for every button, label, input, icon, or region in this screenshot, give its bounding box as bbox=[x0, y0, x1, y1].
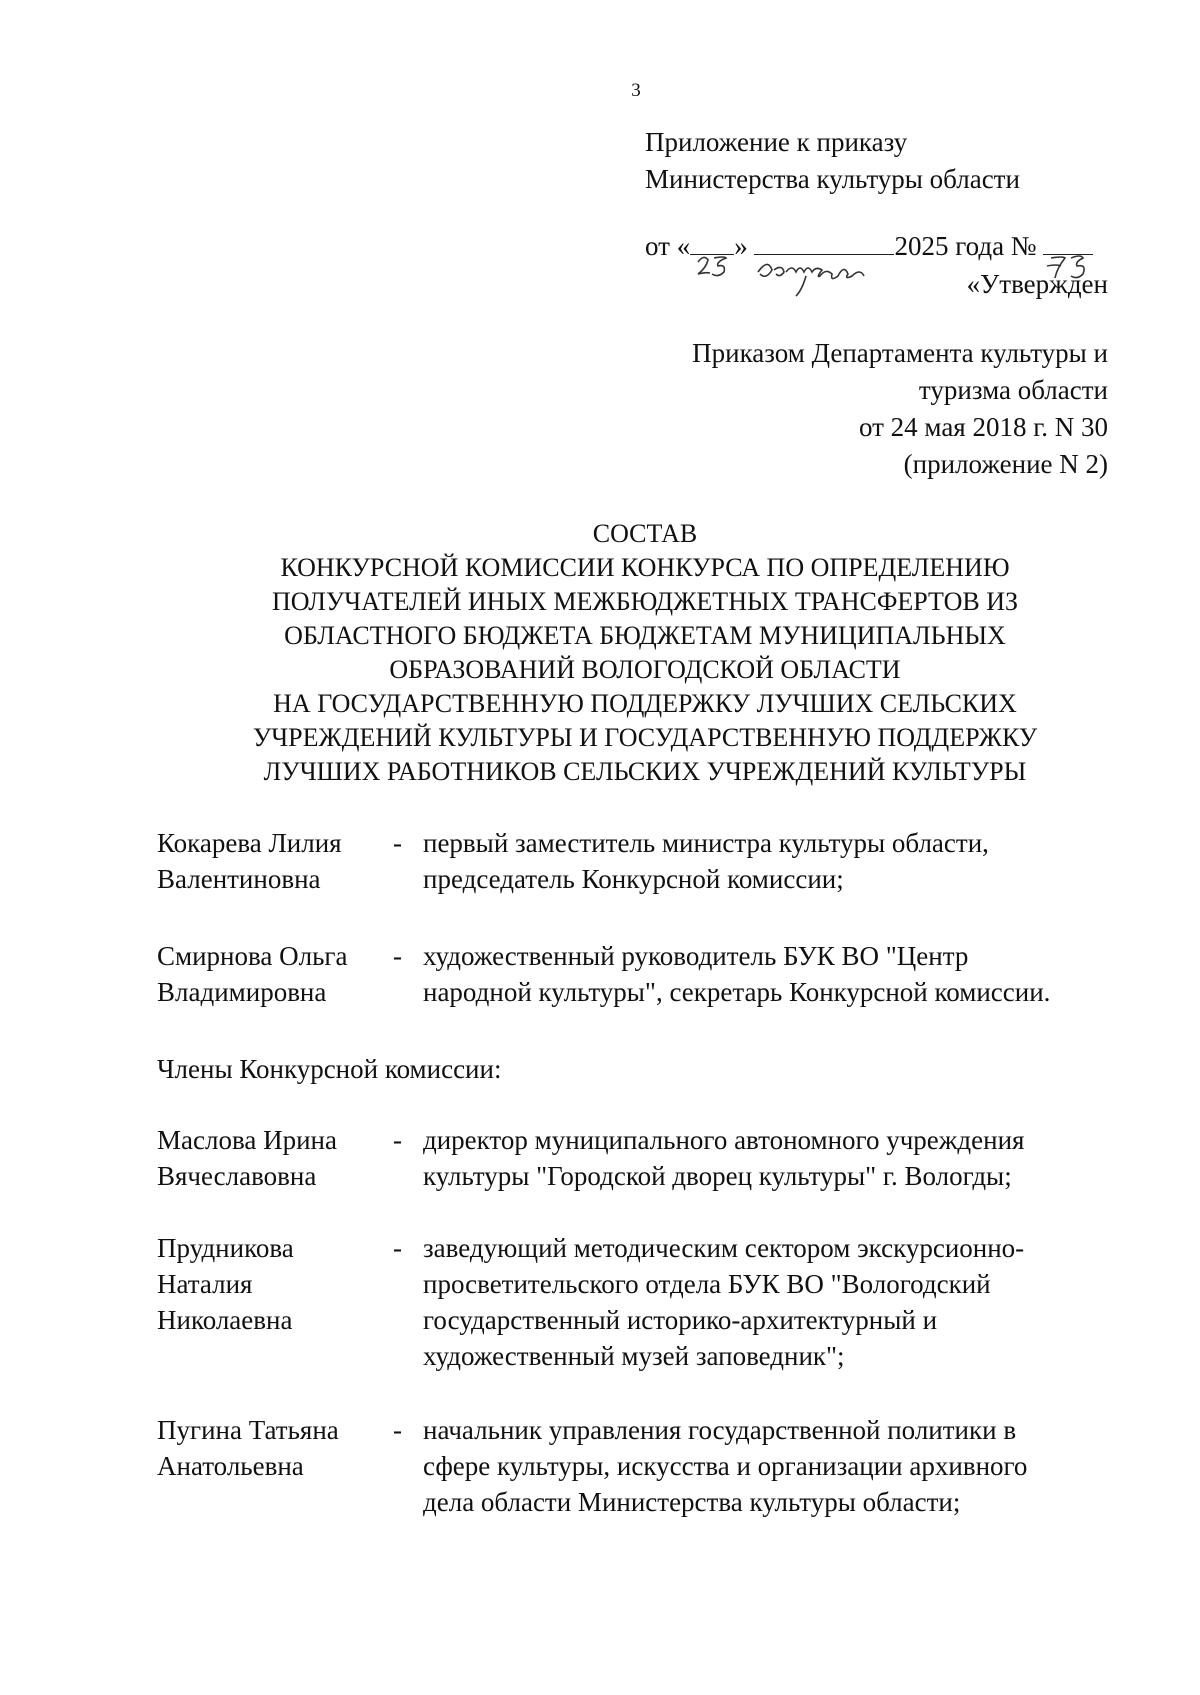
order-mid: » bbox=[734, 231, 748, 261]
approved-line-1: Приказом Департамента культуры и bbox=[692, 338, 1108, 368]
member-dash: - bbox=[393, 941, 402, 971]
member-name-line: Наталия bbox=[157, 1269, 253, 1299]
handwritten-number bbox=[1043, 254, 1093, 255]
member-role-line: просветительского отдела БУК ВО "Вологодский bbox=[423, 1269, 991, 1299]
member-name-line: Маслова Ирина bbox=[157, 1125, 337, 1155]
member-name bbox=[157, 938, 387, 1010]
member-role-line: сфере культуры, искусства и организации архивного bbox=[423, 1451, 1028, 1481]
appendix-line-1: Приложение к приказу bbox=[645, 127, 908, 157]
member-name bbox=[157, 1122, 387, 1194]
member-name-line: Пугина Татьяна bbox=[157, 1415, 339, 1445]
member-name bbox=[157, 1412, 387, 1484]
heading-line: ОБРАЗОВАНИЙ ВОЛОГОДСКОЙ ОБЛАСТИ bbox=[389, 655, 901, 684]
heading-line: ОБЛАСТНОГО БЮДЖЕТА БЮДЖЕТАМ МУНИЦИПАЛЬНЫХ bbox=[284, 621, 1006, 650]
heading-line: УЧРЕЖДЕНИЙ КУЛЬТУРЫ И ГОСУДАРСТВЕННУЮ ПОДДЕРЖКУ bbox=[252, 723, 1038, 752]
order-date-line bbox=[645, 228, 1093, 265]
member-role-line: председатель Конкурсной комиссии; bbox=[423, 864, 844, 894]
member-name bbox=[157, 1230, 387, 1338]
member-dash: - bbox=[393, 1233, 402, 1263]
member-role-line: художественный руководитель БУК ВО "Центр bbox=[423, 941, 969, 971]
member-role-line: начальник управления государственной политики в bbox=[423, 1415, 1017, 1445]
member-role bbox=[423, 1412, 1123, 1520]
member-role-line: культуры "Городской дворец культуры" г. Вологды; bbox=[423, 1161, 1012, 1191]
approved-title: «Утвержден bbox=[966, 269, 1108, 299]
member-name-line: Смирнова Ольга bbox=[157, 941, 348, 971]
approved-line-2: туризма области bbox=[918, 375, 1108, 405]
member-name-line: Валентиновна bbox=[157, 864, 321, 894]
order-year-text: 2025 года № bbox=[894, 231, 1037, 261]
approved-line-4: (приложение N 2) bbox=[903, 449, 1108, 479]
member-role-line: директор муниципального автономного учреждения bbox=[423, 1125, 1025, 1155]
page-number: 3 bbox=[631, 80, 641, 101]
member-role-line: государственный историко-архитектурный и bbox=[423, 1305, 938, 1335]
member-dash: - bbox=[393, 828, 402, 858]
heading-line: ПОЛУЧАТЕЛЕЙ ИНЫХ МЕЖБЮДЖЕТНЫХ ТРАНСФЕРТОВ ИЗ bbox=[272, 587, 1018, 616]
appendix-line-2: Министерства культуры области bbox=[645, 164, 1020, 194]
members-label: Члены Конкурсной комиссии: bbox=[157, 1054, 502, 1084]
member-role bbox=[423, 938, 1123, 1010]
member-name-line: Николаевна bbox=[157, 1305, 293, 1335]
member-name-line: Прудникова bbox=[157, 1233, 294, 1263]
member-role bbox=[423, 1122, 1123, 1194]
member-dash: - bbox=[393, 1415, 402, 1445]
document-heading bbox=[100, 517, 1190, 789]
order-prefix: от « bbox=[645, 231, 691, 261]
member-name-line: Вячеславовна bbox=[157, 1161, 317, 1191]
approved-line-3: от 24 мая 2018 г. N 30 bbox=[858, 412, 1108, 442]
member-role-line: народной культуры", секретарь Конкурсной комиссии. bbox=[423, 977, 1051, 1007]
heading-line: СОСТАВ bbox=[592, 519, 698, 548]
member-name bbox=[157, 825, 387, 897]
member-role bbox=[423, 1230, 1123, 1374]
handwritten-day-strokes bbox=[690, 250, 734, 284]
approved-by-block bbox=[692, 335, 1108, 483]
handwritten-day bbox=[690, 254, 734, 255]
member-name-line: Владимировна bbox=[157, 977, 327, 1007]
heading-line: КОНКУРСНОЙ КОМИССИИ КОНКУРСА ПО ОПРЕДЕЛЕНИЮ bbox=[280, 553, 1010, 582]
member-role-line: первый заместитель министра культуры области, bbox=[423, 828, 989, 858]
heading-line: НА ГОСУДАРСТВЕННУЮ ПОДДЕРЖКУ ЛУЧШИХ СЕЛЬСКИХ bbox=[273, 689, 1017, 718]
heading-line: ЛУЧШИХ РАБОТНИКОВ СЕЛЬСКИХ УЧРЕЖДЕНИЙ КУЛЬТУРЫ bbox=[263, 757, 1027, 786]
handwritten-month-strokes bbox=[754, 250, 894, 300]
member-role-line: заведующий методическим сектором экскурсионно- bbox=[423, 1233, 1025, 1263]
member-role-line: дела области Министерства культуры области; bbox=[423, 1487, 961, 1517]
member-name-line: Анатольевна bbox=[157, 1451, 304, 1481]
member-name-line: Кокарева Лилия bbox=[157, 828, 342, 858]
member-role bbox=[423, 825, 1123, 897]
appendix-block bbox=[645, 124, 1020, 198]
member-role-line: художественный музей заповедник"; bbox=[423, 1341, 845, 1371]
handwritten-month bbox=[754, 254, 894, 255]
member-dash: - bbox=[393, 1125, 402, 1155]
